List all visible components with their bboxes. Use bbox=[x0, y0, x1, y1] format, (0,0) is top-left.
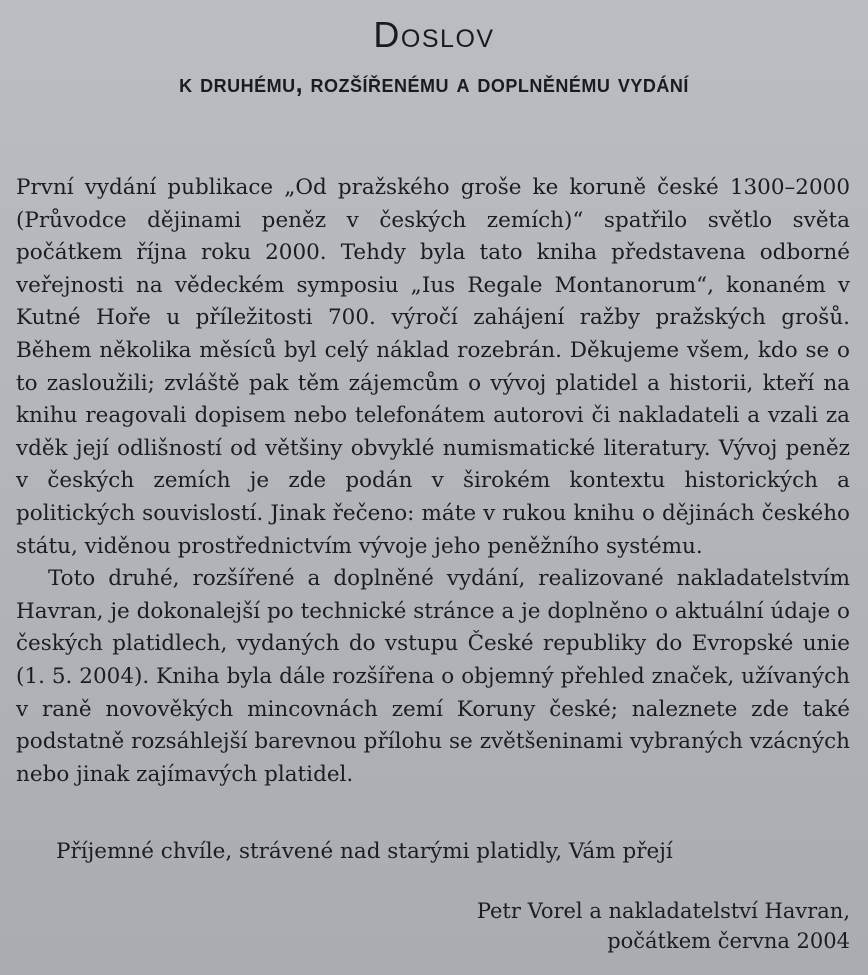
page-subtitle: k druhému, rozšířenému a doplněnému vydání bbox=[179, 70, 689, 98]
paragraph-1: První vydání publikace „Od pražského groše ke koruně české 1300–2000 (Průvodce dějinami peněz v českých zemích)“ spatřilo světlo světa počátkem října roku 2000. Tehdy byla tato kniha představena odborné veřejnosti na vědeckém symposiu „Ius Regale Montanorum“, konaném v Kutné Hoře u příležitosti 700. výročí zahájení ražby pražských grošů. Během několika měsíců byl celý náklad rozebrán. Děkujeme všem, kdo se o to zasloužili; zvláště pak těm zájemcům o vývoj platidel a historii, kteří na knihu reagovali dopisem nebo telefonátem autorovi či nakladateli a vzali za vděk její odlišností od většiny obvyklé numismatické literatury. Vývoj peněz v českých zemích je zde podán v širokém kontextu historických a politických souvislostí. Jinak řečeno: máte v rukou knihu o dějinách českého státu, viděnou prostřednictvím vývoje jeho peněžního systému. bbox=[16, 175, 850, 559]
page-title: Doslov bbox=[373, 14, 495, 55]
paragraph-2: Toto druhé, rozšířené a doplněné vydání, realizované nakladatelstvím Havran, je dokonalejší po technické stránce a je doplněno o aktuální údaje o českých platidlech, vydaných do vstupu České republiky do Evropské unie (1. 5. 2004). Kniha byla dále rozšířena o objemný přehled značek, užívaných v raně novověkých mincovnách zemí Koruny české; naleznete zde také podstatně rozsáhlejší barevnou přílohu se zvětšeninami vybraných vzácných nebo jinak zajímavých platidel. bbox=[16, 566, 850, 787]
closing-greeting: Příjemné chvíle, strávené nad starými platidly, Vám přejí bbox=[56, 839, 673, 864]
signature-block bbox=[477, 896, 850, 956]
signature-line-authors: Petr Vorel a nakladatelství Havran, bbox=[476, 899, 850, 923]
body-text bbox=[16, 172, 850, 791]
signature-line-date: počátkem června 2004 bbox=[607, 929, 850, 953]
